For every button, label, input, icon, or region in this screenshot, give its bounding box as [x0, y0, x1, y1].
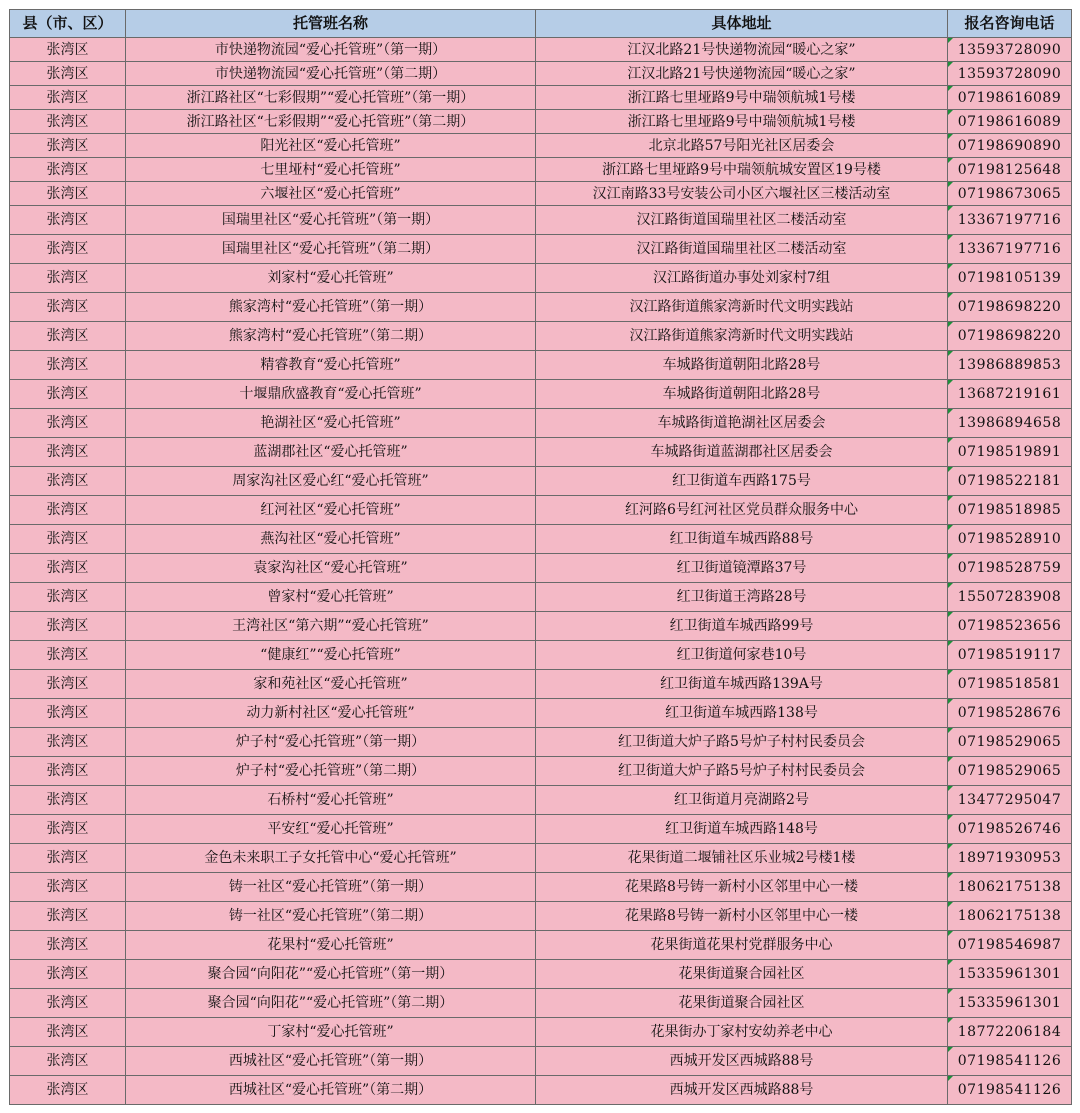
cell-class-name: 西城社区“爱心托管班”（第二期） — [126, 1076, 536, 1105]
header-row — [10, 10, 1072, 38]
header-address: 具体地址 — [536, 10, 948, 38]
cell-address: 红卫街道车城西路148号 — [536, 815, 948, 844]
cell-address: 花果路8号铸一新村小区邻里中心一楼 — [536, 873, 948, 902]
cell-address: 车城路街道朝阳北路28号 — [536, 351, 948, 380]
cell-phone: 15335961301 — [948, 960, 1072, 989]
cell-class-name: 曾家村“爱心托管班” — [126, 583, 536, 612]
cell-phone: 15335961301 — [948, 989, 1072, 1018]
cell-county: 张湾区 — [10, 1047, 126, 1076]
cell-address: 汉江路街道国瑞里社区二楼活动室 — [536, 235, 948, 264]
cell-address: 浙江路七里垭路9号中瑞领航城安置区19号楼 — [536, 158, 948, 182]
cell-county: 张湾区 — [10, 1076, 126, 1105]
cell-class-name: 七里垭村“爱心托管班” — [126, 158, 536, 182]
table-row — [10, 1076, 1072, 1105]
cell-address: 汉江路街道办事处刘家村7组 — [536, 264, 948, 293]
cell-class-name: 十堰鼎欣盛教育“爱心托管班” — [126, 380, 536, 409]
cell-county: 张湾区 — [10, 641, 126, 670]
cell-county: 张湾区 — [10, 235, 126, 264]
cell-county: 张湾区 — [10, 409, 126, 438]
cell-county: 张湾区 — [10, 182, 126, 206]
cell-county: 张湾区 — [10, 554, 126, 583]
cell-address: 花果街道聚合园社区 — [536, 989, 948, 1018]
cell-county: 张湾区 — [10, 293, 126, 322]
cell-class-name: 市快递物流园“爱心托管班”（第一期） — [126, 38, 536, 62]
cell-address: 红卫街道镜潭路37号 — [536, 554, 948, 583]
cell-county: 张湾区 — [10, 757, 126, 786]
table-row — [10, 264, 1072, 293]
cell-phone: 07198518581 — [948, 670, 1072, 699]
cell-address: 花果街道花果村党群服务中心 — [536, 931, 948, 960]
cell-county: 张湾区 — [10, 86, 126, 110]
table-row — [10, 757, 1072, 786]
cell-phone: 07198698220 — [948, 293, 1072, 322]
cell-county: 张湾区 — [10, 815, 126, 844]
cell-phone: 07198528910 — [948, 525, 1072, 554]
cell-class-name: 燕沟社区“爱心托管班” — [126, 525, 536, 554]
table-row — [10, 206, 1072, 235]
cell-county: 张湾区 — [10, 699, 126, 728]
cell-phone: 07198690890 — [948, 134, 1072, 158]
cell-phone: 07198541126 — [948, 1076, 1072, 1105]
cell-county: 张湾区 — [10, 670, 126, 699]
table-row — [10, 989, 1072, 1018]
cell-phone: 18062175138 — [948, 902, 1072, 931]
cell-county: 张湾区 — [10, 134, 126, 158]
table-row — [10, 1047, 1072, 1076]
cell-address: 西城开发区西城路88号 — [536, 1076, 948, 1105]
table-row — [10, 699, 1072, 728]
cell-county: 张湾区 — [10, 931, 126, 960]
cell-class-name: 精睿教育“爱心托管班” — [126, 351, 536, 380]
header-class-name: 托管班名称 — [126, 10, 536, 38]
cell-phone: 18062175138 — [948, 873, 1072, 902]
cell-address: 红河路6号红河社区党员群众服务中心 — [536, 496, 948, 525]
cell-phone: 13477295047 — [948, 786, 1072, 815]
table-row — [10, 293, 1072, 322]
table-row — [10, 786, 1072, 815]
table-row — [10, 873, 1072, 902]
table-row — [10, 38, 1072, 62]
table-row — [10, 1018, 1072, 1047]
cell-class-name: 聚合园“向阳花”“爱心托管班”（第二期） — [126, 989, 536, 1018]
table-row — [10, 815, 1072, 844]
cell-class-name: 国瑞里社区“爱心托管班”（第一期） — [126, 206, 536, 235]
cell-county: 张湾区 — [10, 264, 126, 293]
table-row — [10, 134, 1072, 158]
table-row — [10, 902, 1072, 931]
table-row — [10, 554, 1072, 583]
cell-county: 张湾区 — [10, 158, 126, 182]
table-row — [10, 583, 1072, 612]
cell-address: 花果街道二堰铺社区乐业城2号楼1楼 — [536, 844, 948, 873]
cell-county: 张湾区 — [10, 844, 126, 873]
cell-phone: 07198519891 — [948, 438, 1072, 467]
cell-address: 江汉北路21号快递物流园“暖心之家” — [536, 62, 948, 86]
table-row — [10, 467, 1072, 496]
cell-address: 红卫街道大炉子路5号炉子村村民委员会 — [536, 757, 948, 786]
cell-county: 张湾区 — [10, 525, 126, 554]
cell-address: 汉江路街道熊家湾新时代文明实践站 — [536, 322, 948, 351]
cell-address: 车城路街道朝阳北路28号 — [536, 380, 948, 409]
table-row — [10, 670, 1072, 699]
cell-phone: 07198105139 — [948, 264, 1072, 293]
cell-phone: 07198519117 — [948, 641, 1072, 670]
table-row — [10, 110, 1072, 134]
cell-phone: 07198526746 — [948, 815, 1072, 844]
cell-class-name: 铸一社区“爱心托管班”（第一期） — [126, 873, 536, 902]
cell-county: 张湾区 — [10, 583, 126, 612]
cell-phone: 07198616089 — [948, 86, 1072, 110]
cell-phone: 07198522181 — [948, 467, 1072, 496]
cell-phone: 07198546987 — [948, 931, 1072, 960]
cell-county: 张湾区 — [10, 110, 126, 134]
cell-phone: 07198529065 — [948, 757, 1072, 786]
cell-address: 红卫街道车城西路88号 — [536, 525, 948, 554]
cell-phone: 13986894658 — [948, 409, 1072, 438]
cell-class-name: 炉子村“爱心托管班”（第一期） — [126, 728, 536, 757]
cell-address: 红卫街道车西路175号 — [536, 467, 948, 496]
cell-phone: 07198529065 — [948, 728, 1072, 757]
cell-phone: 18772206184 — [948, 1018, 1072, 1047]
cell-address: 红卫街道王湾路28号 — [536, 583, 948, 612]
cell-class-name: 刘家村“爱心托管班” — [126, 264, 536, 293]
cell-class-name: 国瑞里社区“爱心托管班”（第二期） — [126, 235, 536, 264]
cell-class-name: 家和苑社区“爱心托管班” — [126, 670, 536, 699]
cell-phone: 15507283908 — [948, 583, 1072, 612]
table-row — [10, 182, 1072, 206]
cell-county: 张湾区 — [10, 206, 126, 235]
cell-county: 张湾区 — [10, 786, 126, 815]
cell-address: 花果街道聚合园社区 — [536, 960, 948, 989]
table-row — [10, 931, 1072, 960]
cell-address: 汉江路街道国瑞里社区二楼活动室 — [536, 206, 948, 235]
cell-county: 张湾区 — [10, 38, 126, 62]
table-row — [10, 728, 1072, 757]
cell-class-name: “健康红”“爱心托管班” — [126, 641, 536, 670]
table-row — [10, 438, 1072, 467]
cell-class-name: 金色未来职工子女托管中心“爱心托管班” — [126, 844, 536, 873]
table-row — [10, 409, 1072, 438]
cell-class-name: 浙江路社区“七彩假期”“爱心托管班”（第二期） — [126, 110, 536, 134]
table-body — [10, 38, 1072, 1105]
cell-phone: 07198528676 — [948, 699, 1072, 728]
cell-address: 汉江路街道熊家湾新时代文明实践站 — [536, 293, 948, 322]
cell-county: 张湾区 — [10, 351, 126, 380]
table-row — [10, 158, 1072, 182]
cell-address: 车城路街道蓝湖郡社区居委会 — [536, 438, 948, 467]
cell-address: 浙江路七里垭路9号中瑞领航城1号楼 — [536, 86, 948, 110]
cell-phone: 07198518985 — [948, 496, 1072, 525]
cell-county: 张湾区 — [10, 989, 126, 1018]
cell-address: 红卫街道车城西路139A号 — [536, 670, 948, 699]
cell-county: 张湾区 — [10, 467, 126, 496]
cell-class-name: 熊家湾村“爱心托管班”（第二期） — [126, 322, 536, 351]
header-county: 县（市、区） — [10, 10, 126, 38]
cell-class-name: 艳湖社区“爱心托管班” — [126, 409, 536, 438]
table-row — [10, 62, 1072, 86]
cell-phone: 07198528759 — [948, 554, 1072, 583]
table-row — [10, 351, 1072, 380]
cell-phone: 07198698220 — [948, 322, 1072, 351]
cell-class-name: 动力新村社区“爱心托管班” — [126, 699, 536, 728]
cell-class-name: 周家沟社区爱心红“爱心托管班” — [126, 467, 536, 496]
header-phone: 报名咨询电话 — [948, 10, 1072, 38]
cell-address: 浙江路七里垭路9号中瑞领航城1号楼 — [536, 110, 948, 134]
cell-phone: 07198125648 — [948, 158, 1072, 182]
cell-phone: 07198523656 — [948, 612, 1072, 641]
cell-class-name: 铸一社区“爱心托管班”（第二期） — [126, 902, 536, 931]
cell-address: 花果路8号铸一新村小区邻里中心一楼 — [536, 902, 948, 931]
cell-county: 张湾区 — [10, 960, 126, 989]
cell-phone: 13687219161 — [948, 380, 1072, 409]
cell-county: 张湾区 — [10, 62, 126, 86]
cell-class-name: 平安红“爱心托管班” — [126, 815, 536, 844]
cell-phone: 07198673065 — [948, 182, 1072, 206]
cell-class-name: 聚合园“向阳花”“爱心托管班”（第一期） — [126, 960, 536, 989]
cell-county: 张湾区 — [10, 902, 126, 931]
cell-class-name: 熊家湾村“爱心托管班”（第一期） — [126, 293, 536, 322]
childcare-class-table — [9, 9, 1072, 1105]
cell-phone: 18971930953 — [948, 844, 1072, 873]
table-row — [10, 86, 1072, 110]
table-row — [10, 960, 1072, 989]
cell-phone: 13367197716 — [948, 206, 1072, 235]
cell-county: 张湾区 — [10, 873, 126, 902]
table-row — [10, 235, 1072, 264]
table-row — [10, 641, 1072, 670]
cell-address: 车城路街道艳湖社区居委会 — [536, 409, 948, 438]
cell-class-name: 石桥村“爱心托管班” — [126, 786, 536, 815]
cell-class-name: 红河社区“爱心托管班” — [126, 496, 536, 525]
table-row — [10, 380, 1072, 409]
cell-class-name: 浙江路社区“七彩假期”“爱心托管班”（第一期） — [126, 86, 536, 110]
cell-class-name: 西城社区“爱心托管班”（第一期） — [126, 1047, 536, 1076]
table-row — [10, 496, 1072, 525]
cell-county: 张湾区 — [10, 728, 126, 757]
cell-class-name: 蓝湖郡社区“爱心托管班” — [126, 438, 536, 467]
cell-class-name: 市快递物流园“爱心托管班”（第二期） — [126, 62, 536, 86]
cell-address: 北京北路57号阳光社区居委会 — [536, 134, 948, 158]
cell-phone: 13593728090 — [948, 62, 1072, 86]
table-row — [10, 612, 1072, 641]
cell-county: 张湾区 — [10, 496, 126, 525]
cell-phone: 13986889853 — [948, 351, 1072, 380]
cell-phone: 13593728090 — [948, 38, 1072, 62]
cell-county: 张湾区 — [10, 380, 126, 409]
cell-class-name: 六堰社区“爱心托管班” — [126, 182, 536, 206]
table-row — [10, 322, 1072, 351]
table-header — [10, 10, 1072, 38]
cell-phone: 13367197716 — [948, 235, 1072, 264]
cell-address: 汉江南路33号安装公司小区六堰社区三楼活动室 — [536, 182, 948, 206]
cell-address: 花果街办丁家村安幼养老中心 — [536, 1018, 948, 1047]
cell-county: 张湾区 — [10, 438, 126, 467]
cell-county: 张湾区 — [10, 612, 126, 641]
cell-class-name: 王湾社区“第六期”“爱心托管班” — [126, 612, 536, 641]
cell-class-name: 炉子村“爱心托管班”（第二期） — [126, 757, 536, 786]
cell-address: 红卫街道何家巷10号 — [536, 641, 948, 670]
cell-county: 张湾区 — [10, 322, 126, 351]
cell-class-name: 袁家沟社区“爱心托管班” — [126, 554, 536, 583]
cell-phone: 07198616089 — [948, 110, 1072, 134]
cell-class-name: 阳光社区“爱心托管班” — [126, 134, 536, 158]
cell-class-name: 丁家村“爱心托管班” — [126, 1018, 536, 1047]
cell-address: 红卫街道车城西路138号 — [536, 699, 948, 728]
cell-phone: 07198541126 — [948, 1047, 1072, 1076]
cell-address: 红卫街道大炉子路5号炉子村村民委员会 — [536, 728, 948, 757]
cell-county: 张湾区 — [10, 1018, 126, 1047]
table-row — [10, 844, 1072, 873]
table-row — [10, 525, 1072, 554]
cell-address: 红卫街道车城西路99号 — [536, 612, 948, 641]
cell-address: 江汉北路21号快递物流园“暖心之家” — [536, 38, 948, 62]
cell-address: 西城开发区西城路88号 — [536, 1047, 948, 1076]
cell-address: 红卫街道月亮湖路2号 — [536, 786, 948, 815]
cell-class-name: 花果村“爱心托管班” — [126, 931, 536, 960]
